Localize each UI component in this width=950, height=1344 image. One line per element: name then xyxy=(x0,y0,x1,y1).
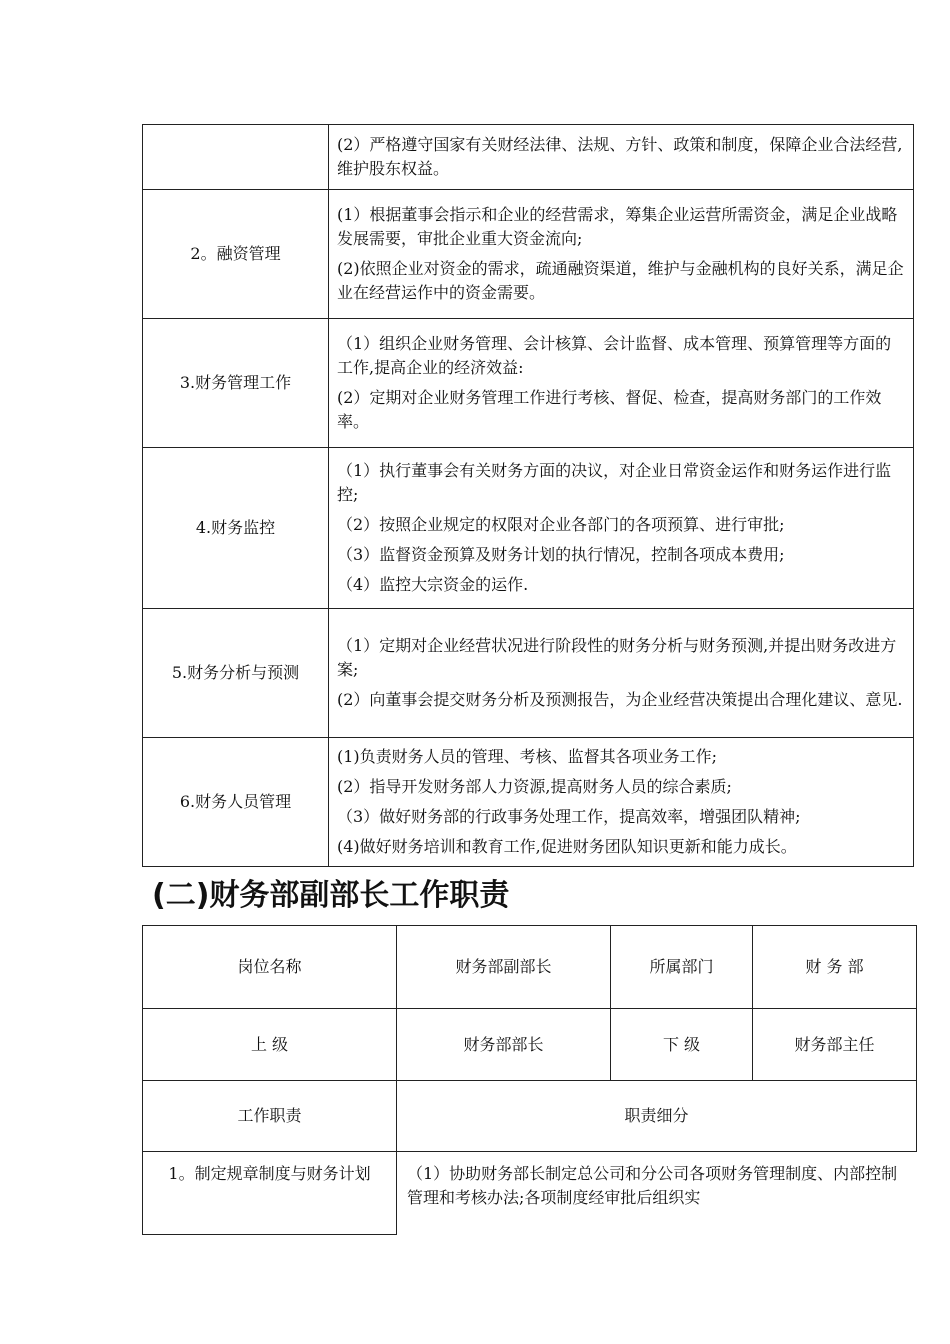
department-value: 财 务 部 xyxy=(753,926,917,1009)
duty-detail xyxy=(329,190,914,319)
duty-category: 5.财务分析与预测 xyxy=(143,609,329,738)
duty-item: （4）监控大宗资金的运作. xyxy=(337,575,529,594)
duty-item: （3）监督资金预算及财务计划的执行情况，控制各项成本费用; xyxy=(337,545,785,564)
duty-category: 4.财务监控 xyxy=(143,448,329,609)
duty-detail xyxy=(329,738,914,867)
duty-item: （2）按照企业规定的权限对企业各部门的各项预算、进行审批; xyxy=(337,515,785,534)
duty-item: （1）组织企业财务管理、会计核算、会计监督、成本管理、预算管理等方面的工作,提高企业的经济效益: xyxy=(337,334,892,377)
duty-item: （1）定期对企业经营状况进行阶段性的财务分析与财务预测,并提出财务改进方案; xyxy=(337,636,897,679)
table-row xyxy=(143,1009,917,1081)
duty-detail xyxy=(329,448,914,609)
duty-item: (4)做好财务培训和教育工作,促进财务团队知识更新和能力成长。 xyxy=(337,837,797,856)
superior-label: 上 级 xyxy=(143,1009,397,1081)
table-row xyxy=(143,448,914,609)
duty-detail xyxy=(329,609,914,738)
duty-item: (1)负责财务人员的管理、考核、监督其各项业务工作; xyxy=(337,747,718,766)
duty-category: 6.财务人员管理 xyxy=(143,738,329,867)
duty-item: (2）向董事会提交财务分析及预测报告，为企业经营决策提出合理化建议、意见. xyxy=(337,690,903,709)
duty-item: (2)依照企业对资金的需求，疏通融资渠道，维护与金融机构的良好关系，满足企业在经营运作中的资金需要。 xyxy=(337,259,904,302)
duty-item: (2）定期对企业财务管理工作进行考核、督促、检查，提高财务部门的工作效率。 xyxy=(337,388,882,431)
table-row xyxy=(143,738,914,867)
duty-header: 工作职责 xyxy=(143,1081,397,1152)
duty-item: (2）严格遵守国家有关财经法律、法规、方针、政策和制度，保障企业合法经营,维护股东权益。 xyxy=(337,135,903,178)
duty-category: 3.财务管理工作 xyxy=(143,319,329,448)
duty-category xyxy=(143,125,329,190)
detail-header: 职责细分 xyxy=(397,1081,917,1152)
duty-item: (1）根据董事会指示和企业的经营需求，筹集企业运营所需资金，满足企业战略发展需要，审批企业重大资金流向; xyxy=(337,205,898,248)
position-label: 岗位名称 xyxy=(143,926,397,1009)
deputy-director-table xyxy=(142,925,917,1235)
table-row xyxy=(143,319,914,448)
duty-detail xyxy=(329,125,914,190)
table-row xyxy=(143,609,914,738)
table-row xyxy=(143,190,914,319)
section-heading: (二)财务部副部长工作职责 xyxy=(152,878,510,913)
subordinate-value: 财务部主任 xyxy=(753,1009,917,1081)
table-row xyxy=(143,1152,917,1235)
table-row xyxy=(143,1081,917,1152)
subordinate-label: 下 级 xyxy=(611,1009,753,1081)
duty-detail xyxy=(329,319,914,448)
table-row xyxy=(143,125,914,190)
duty-category: 1。制定规章制度与财务计划 xyxy=(143,1152,397,1235)
superior-value: 财务部部长 xyxy=(397,1009,611,1081)
duty-item: （1）执行董事会有关财务方面的决议，对企业日常资金运作和财务运作进行监控; xyxy=(337,461,892,504)
duty-detail: （1）协助财务部长制定总公司和分公司各项财务管理制度、内部控制管理和考核办法;各项制度经审批后组织实 xyxy=(397,1152,917,1235)
table-row xyxy=(143,926,917,1009)
responsibility-table-continued xyxy=(142,124,914,867)
department-label: 所属部门 xyxy=(611,926,753,1009)
duty-item: （3）做好财务部的行政事务处理工作，提高效率，增强团队精神; xyxy=(337,807,801,826)
duty-category: 2。融资管理 xyxy=(143,190,329,319)
duty-item: (2）指导开发财务部人力资源,提高财务人员的综合素质; xyxy=(337,777,732,796)
position-value: 财务部副部长 xyxy=(397,926,611,1009)
